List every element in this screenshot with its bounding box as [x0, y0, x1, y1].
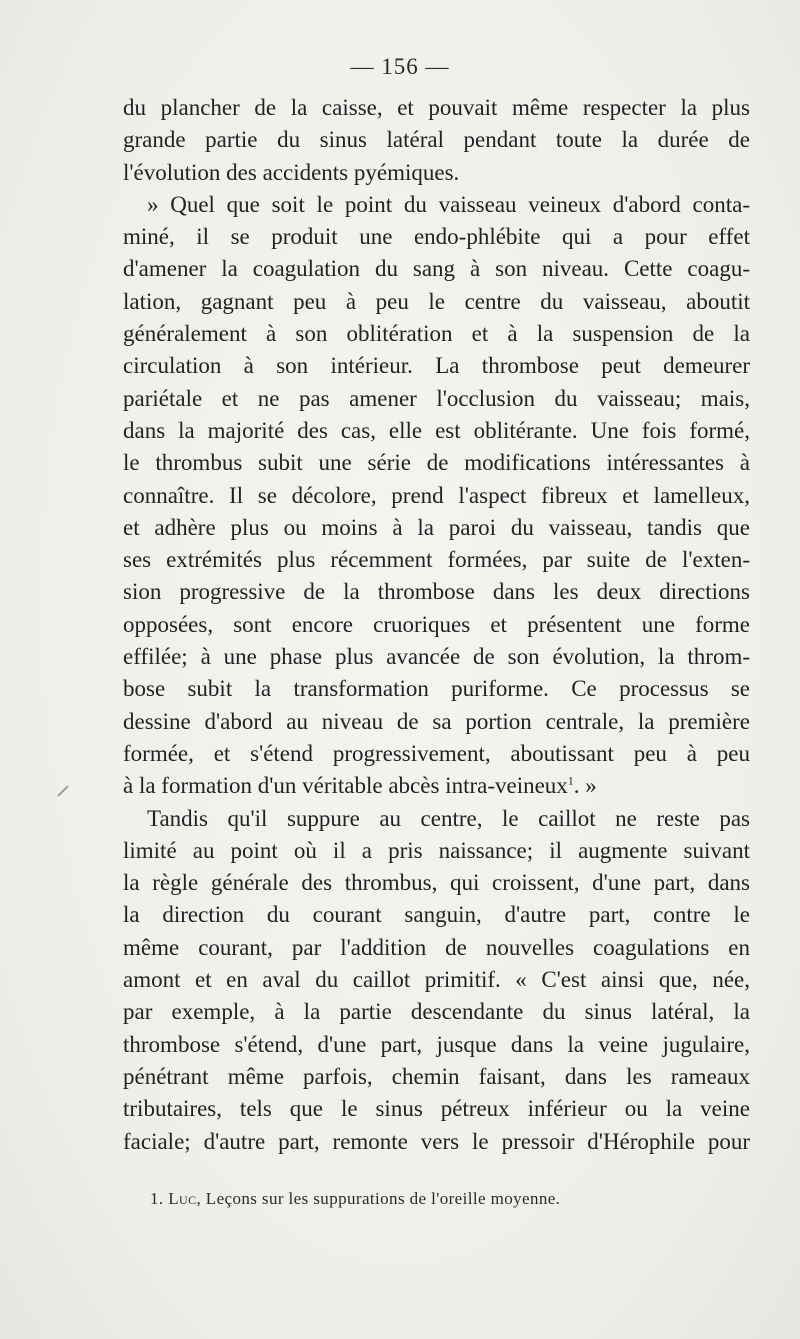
text-line: grande partie du sinus latéral pendant toute la durée de: [123, 127, 750, 153]
text-line: » Quel que soit le point du vaisseau veineux d'abord conta-: [147, 191, 750, 217]
page-number: — 156 —: [350, 54, 450, 79]
footnote-author: Luc: [168, 1189, 197, 1208]
text-line: l'évolution des accidents pyémiques.: [123, 159, 460, 185]
text-line: même courant, par l'addition de nouvelles coagulations en: [123, 934, 750, 960]
footnote-number: 1.: [150, 1189, 164, 1208]
text-line: amont et en aval du caillot primitif. « C'est ainsi que, née,: [123, 967, 750, 993]
text-line: pariétale et ne pas amener l'occlusion du vaisseau; mais,: [123, 385, 750, 411]
text-line: effilée; à une phase plus avancée de son évolution, la throm-: [123, 644, 750, 670]
text-line: le thrombus subit une série de modifications intéressantes à: [123, 450, 750, 476]
quote-close: . »: [573, 773, 597, 799]
margin-pencil-mark: [57, 785, 68, 796]
text-line: d'amener la coagulation du sang à son niveau. Cette coagu-: [123, 256, 750, 282]
text-line: thrombose s'étend, d'une part, jusque dans la veine jugulaire,: [123, 1031, 750, 1057]
footnote-marker: 1: [567, 773, 574, 788]
text-line: opposées, sont encore cruoriques et présentent une forme: [123, 611, 750, 637]
text-line: du plancher de la caisse, et pouvait même respecter la plus: [123, 95, 750, 120]
text-line: formée, et s'étend progressivement, aboutissant peu à peu: [123, 740, 750, 766]
text-line: connaître. Il se décolore, prend l'aspect fibreux et lamelleux,: [123, 482, 750, 508]
text-line: dessine d'abord au niveau de sa portion centrale, la première: [123, 708, 750, 734]
text-line: bose subit la transformation puriforme. Ce processus se: [123, 676, 750, 702]
text-line: pénétrant même parfois, chemin faisant, dans les rameaux: [123, 1063, 750, 1089]
body-text: [123, 92, 750, 1158]
text-line: miné, il se produit une endo-phlébite qui a pour effet: [123, 224, 750, 250]
text-line-with-footnote: [123, 770, 750, 802]
text-line: lation, gagnant peu à peu le centre du vaisseau, aboutit: [123, 288, 750, 314]
text-line: la direction du courant sanguin, d'autre part, contre le: [123, 902, 750, 928]
footnote-text: , Leçons sur les suppurations de l'oreille moyenne.: [196, 1189, 561, 1208]
text-line: tributaires, tels que le sinus pétreux inférieur ou la veine: [123, 1096, 750, 1122]
text-line: et adhère plus ou moins à la paroi du vaisseau, tandis que: [123, 514, 750, 540]
text-line: sion progressive de la thrombose dans les deux directions: [123, 579, 750, 605]
text-line: à la formation d'un véritable abcès intra-veineux: [123, 773, 568, 799]
text-line: circulation à son intérieur. La thrombose peut demeurer: [123, 353, 750, 379]
text-line: Tandis qu'il suppure au centre, le caillot ne reste pas: [147, 805, 750, 831]
text-line: la règle générale des thrombus, qui croissent, d'une part, dans: [123, 870, 750, 896]
text-line: faciale; d'autre part, remonte vers le pressoir d'Hérophile pour: [123, 1128, 750, 1154]
footnote: [150, 1189, 750, 1209]
text-line: par exemple, à la partie descendante du sinus latéral, la: [123, 999, 750, 1025]
text-line: limité au point où il a pris naissance; il augmente suivant: [123, 837, 750, 863]
text-line: généralement à son oblitération et à la suspension de la: [123, 321, 750, 347]
text-line: ses extrémités plus récemment formées, par suite de l'exten-: [123, 547, 750, 573]
text-line: dans la majorité des cas, elle est oblitérante. Une fois formé,: [123, 417, 750, 443]
